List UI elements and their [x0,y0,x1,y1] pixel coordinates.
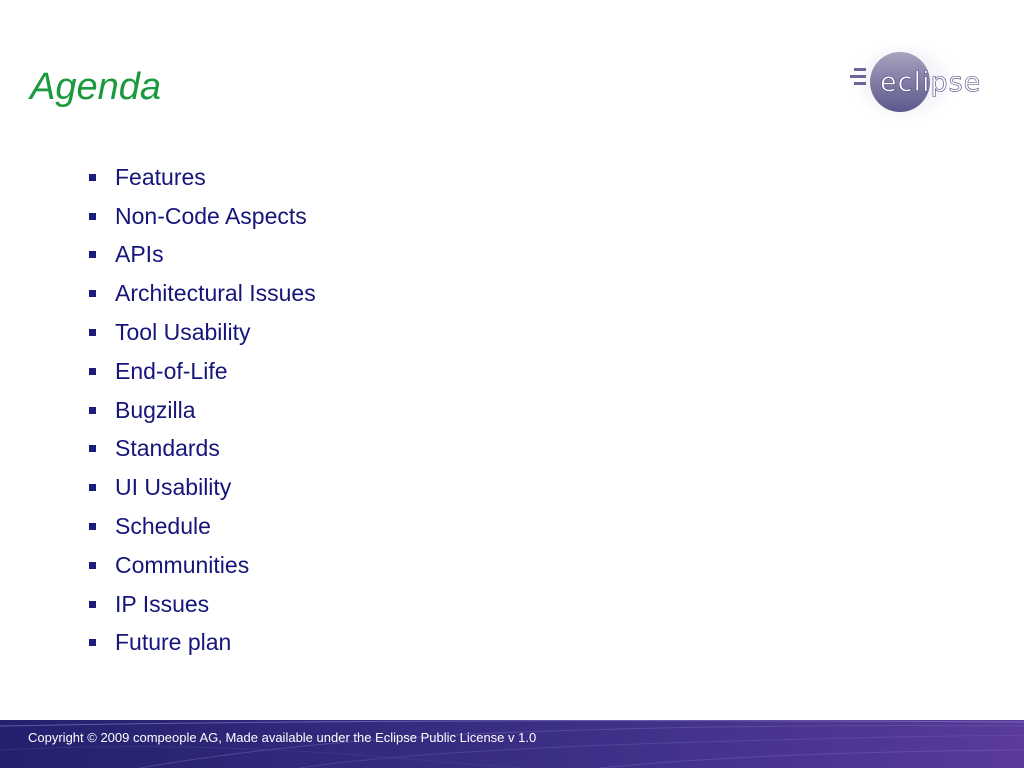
agenda-item-label: Future plan [115,629,232,656]
agenda-item [86,585,316,624]
agenda-item [86,391,316,430]
agenda-item [86,468,316,507]
square-bullet-icon [89,407,96,414]
agenda-item-label: End-of-Life [115,357,228,384]
square-bullet-icon [89,174,96,181]
square-bullet-icon [89,368,96,375]
agenda-item [86,546,316,585]
square-bullet-icon [89,290,96,297]
agenda-item [86,313,316,352]
agenda-item-label: IP Issues [115,590,210,617]
copyright-notice: Copyright © 2009 compeople AG, Made available under the Eclipse Public License v 1.0 [28,730,537,745]
square-bullet-icon [89,213,96,220]
agenda-item [86,274,316,313]
slide-title: Agenda [30,66,162,108]
square-bullet-icon [89,639,96,646]
agenda-item-label: Standards [115,435,220,462]
agenda-item [86,236,316,275]
square-bullet-icon [89,523,96,530]
eclipse-logo-text: eclipse [880,67,982,98]
square-bullet-icon [89,484,96,491]
agenda-item-label: Tool Usability [115,319,251,346]
agenda-item-label: Architectural Issues [115,280,316,307]
square-bullet-icon [89,562,96,569]
agenda-item-label: UI Usability [115,474,232,501]
square-bullet-icon [89,445,96,452]
agenda-item-label: Features [115,163,206,190]
agenda-item-label: Bugzilla [115,396,196,423]
eclipse-logo [846,38,1016,128]
square-bullet-icon [89,601,96,608]
square-bullet-icon [89,251,96,258]
agenda-item-label: Communities [115,551,250,578]
footer-bar [0,720,1024,768]
agenda-item [86,507,316,546]
agenda-item [86,624,316,663]
agenda-list [86,158,316,662]
agenda-item-label: Schedule [115,513,211,540]
agenda-item [86,430,316,469]
agenda-item [86,158,316,197]
agenda-item-label: APIs [115,241,164,268]
square-bullet-icon [89,329,96,336]
agenda-item [86,197,316,236]
agenda-item [86,352,316,391]
eclipse-logo-graphic [846,38,1016,128]
agenda-item-label: Non-Code Aspects [115,202,307,229]
